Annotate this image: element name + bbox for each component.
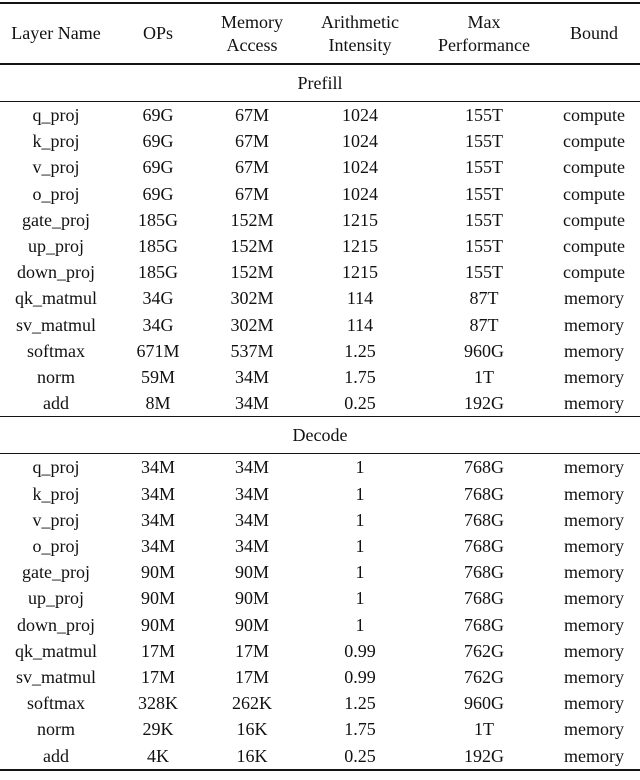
- table-cell: 0.25: [344, 393, 376, 414]
- table-cell: 114: [346, 314, 374, 335]
- table-cell: 0.99: [344, 667, 376, 688]
- table-cell: norm: [37, 367, 75, 388]
- table-cell: down_proj: [17, 262, 95, 283]
- table-cell: 87T: [469, 288, 499, 309]
- header-row: [0, 3, 640, 64]
- table-cell: memory: [564, 640, 624, 661]
- table-row: [0, 285, 640, 311]
- table-cell: 67M: [234, 131, 269, 152]
- table-cell: 1: [355, 457, 365, 478]
- table-cell: compute: [563, 262, 625, 283]
- table-row: [0, 207, 640, 233]
- table-cell: 152M: [230, 209, 274, 230]
- table-cell: 768G: [464, 588, 504, 609]
- table-cell: 34M: [234, 509, 269, 530]
- table-cell: v_proj: [32, 509, 80, 530]
- table-cell: 87T: [469, 314, 499, 335]
- col-header-max-performance: Max Performance: [420, 3, 548, 64]
- table-cell: 90M: [140, 614, 175, 635]
- table-cell: 34M: [234, 483, 269, 504]
- table-cell: 16K: [236, 745, 268, 766]
- table-row: [0, 533, 640, 559]
- table-cell: 1T: [474, 719, 494, 740]
- table-row: [0, 481, 640, 507]
- table-cell: 90M: [234, 614, 269, 635]
- table-cell: 69G: [142, 131, 174, 152]
- table-cell: 155T: [465, 183, 503, 204]
- table-cell: qk_matmul: [15, 640, 97, 661]
- table-row: [0, 507, 640, 533]
- table-cell: 1024: [342, 105, 378, 125]
- table-row: [0, 312, 640, 338]
- table-cell: 155T: [465, 209, 503, 230]
- table-cell: 1215: [342, 262, 378, 283]
- table-cell: 34G: [142, 314, 174, 335]
- table-cell: v_proj: [32, 157, 80, 178]
- table-cell: 1024: [342, 157, 378, 178]
- table-cell: 69G: [142, 105, 174, 125]
- table-cell: 768G: [464, 509, 504, 530]
- table-cell: q_proj: [32, 105, 80, 125]
- table-cell: add: [43, 745, 69, 766]
- table-cell: 8M: [145, 393, 171, 414]
- table-cell: 1.75: [344, 719, 376, 740]
- table-cell: compute: [563, 236, 625, 257]
- table-cell: 34M: [234, 457, 269, 478]
- section-row-decode: [0, 417, 640, 454]
- table-cell: 302M: [230, 288, 274, 309]
- table-cell: 90M: [140, 562, 175, 583]
- table-row: [0, 390, 640, 417]
- table-cell: 59M: [140, 367, 175, 388]
- section-row-prefill: [0, 64, 640, 102]
- table-cell: gate_proj: [22, 562, 90, 583]
- table-cell: 768G: [464, 614, 504, 635]
- table-cell: 185G: [138, 236, 178, 257]
- table-cell: 302M: [230, 314, 274, 335]
- table-cell: 1: [355, 588, 365, 609]
- table-row: [0, 454, 640, 481]
- table-cell: memory: [564, 393, 624, 414]
- table-cell: up_proj: [28, 236, 84, 257]
- table-cell: k_proj: [32, 483, 80, 504]
- table-cell: softmax: [27, 340, 85, 361]
- table-cell: 34M: [234, 393, 269, 414]
- table-cell: 262K: [232, 693, 272, 714]
- table-row: [0, 259, 640, 285]
- table-cell: 34M: [140, 483, 175, 504]
- table-cell: 67M: [234, 105, 269, 125]
- table-cell: memory: [564, 614, 624, 635]
- table-cell: softmax: [27, 693, 85, 714]
- table-cell: 671M: [136, 340, 180, 361]
- table-row: [0, 128, 640, 154]
- table-cell: 29K: [142, 719, 174, 740]
- table-cell: 152M: [230, 236, 274, 257]
- table-cell: memory: [564, 509, 624, 530]
- table-cell: norm: [37, 719, 75, 740]
- table-cell: 1215: [342, 236, 378, 257]
- table-cell: 152M: [230, 262, 274, 283]
- table-cell: memory: [564, 693, 624, 714]
- table-row: [0, 664, 640, 690]
- table-cell: memory: [564, 314, 624, 335]
- table-row: [0, 364, 640, 390]
- table-cell: 17M: [234, 640, 269, 661]
- table-cell: 90M: [140, 588, 175, 609]
- table-cell: 4K: [147, 745, 169, 766]
- table-cell: 34M: [140, 536, 175, 557]
- table-cell: o_proj: [32, 183, 80, 204]
- table-cell: 155T: [465, 262, 503, 283]
- table-cell: 192G: [464, 393, 504, 414]
- table-cell: 960G: [464, 693, 504, 714]
- table-row: [0, 559, 640, 585]
- table-cell: 69G: [142, 183, 174, 204]
- layer-performance-table: [0, 2, 640, 771]
- table-cell: 1: [355, 509, 365, 530]
- table-cell: memory: [564, 719, 624, 740]
- table-cell: memory: [564, 588, 624, 609]
- table-cell: compute: [563, 209, 625, 230]
- table-cell: 17M: [140, 640, 175, 661]
- table-cell: add: [43, 393, 69, 414]
- table-cell: 155T: [465, 157, 503, 178]
- table-row: [0, 154, 640, 180]
- table-row: [0, 338, 640, 364]
- table-cell: compute: [563, 183, 625, 204]
- table-cell: memory: [564, 536, 624, 557]
- table-cell: k_proj: [32, 131, 80, 152]
- table-row: [0, 612, 640, 638]
- table-cell: 537M: [230, 340, 274, 361]
- table-cell: 1.25: [344, 340, 376, 361]
- table-cell: 185G: [138, 262, 178, 283]
- table-cell: 34M: [234, 536, 269, 557]
- table-cell: compute: [563, 105, 625, 125]
- table-cell: memory: [564, 340, 624, 361]
- table-row: [0, 102, 640, 129]
- table-cell: 34G: [142, 288, 174, 309]
- table-cell: up_proj: [28, 588, 84, 609]
- table-cell: compute: [563, 131, 625, 152]
- table-cell: 328K: [138, 693, 178, 714]
- table-cell: 1.75: [344, 367, 376, 388]
- table-cell: 1: [355, 536, 365, 557]
- table-cell: 67M: [234, 183, 269, 204]
- table-row: [0, 233, 640, 259]
- table-row: [0, 181, 640, 207]
- table-cell: memory: [564, 483, 624, 504]
- table-cell: o_proj: [32, 536, 80, 557]
- table-row: [0, 638, 640, 664]
- table-cell: 114: [346, 288, 374, 309]
- table-cell: 768G: [464, 536, 504, 557]
- col-header-bound: Bound: [548, 3, 640, 64]
- table-cell: 155T: [465, 105, 503, 125]
- col-header-ops: OPs: [112, 3, 204, 64]
- table-cell: memory: [564, 667, 624, 688]
- table-cell: 768G: [464, 457, 504, 478]
- table-cell: 960G: [464, 340, 504, 361]
- col-header-memory-access: Memory Access: [204, 3, 300, 64]
- table-cell: sv_matmul: [16, 314, 96, 335]
- table-cell: 185G: [138, 209, 178, 230]
- table-cell: 1.25: [344, 693, 376, 714]
- table-cell: 34M: [234, 367, 269, 388]
- section-title: Decode: [0, 417, 640, 454]
- table-cell: 16K: [236, 719, 268, 740]
- table-cell: 17M: [234, 667, 269, 688]
- table-cell: compute: [563, 157, 625, 178]
- table-cell: 1T: [474, 367, 494, 388]
- col-header-layer-name: Layer Name: [0, 3, 112, 64]
- table-cell: 1024: [342, 131, 378, 152]
- table-cell: 90M: [234, 588, 269, 609]
- table-row: [0, 585, 640, 611]
- table-cell: sv_matmul: [16, 667, 96, 688]
- table-cell: q_proj: [32, 457, 80, 478]
- table-cell: 90M: [234, 562, 269, 583]
- table-cell: 34M: [140, 457, 175, 478]
- table-row: [0, 743, 640, 770]
- table-cell: 1: [355, 483, 365, 504]
- table-row: [0, 716, 640, 742]
- table-cell: 768G: [464, 483, 504, 504]
- table-cell: qk_matmul: [15, 288, 97, 309]
- table-cell: 1024: [342, 183, 378, 204]
- table-cell: 192G: [464, 745, 504, 766]
- table-cell: 155T: [465, 236, 503, 257]
- table-cell: 155T: [465, 131, 503, 152]
- table-cell: 17M: [140, 667, 175, 688]
- table-cell: down_proj: [17, 614, 95, 635]
- table-cell: memory: [564, 457, 624, 478]
- table-cell: memory: [564, 288, 624, 309]
- col-header-arithmetic-intensity: Arithmetic Intensity: [300, 3, 420, 64]
- table-cell: memory: [564, 367, 624, 388]
- table-cell: 69G: [142, 157, 174, 178]
- table-cell: 762G: [464, 667, 504, 688]
- table-cell: gate_proj: [22, 209, 90, 230]
- table-cell: 34M: [140, 509, 175, 530]
- table-body: [0, 64, 640, 770]
- table-cell: 0.99: [344, 640, 376, 661]
- table-cell: 0.25: [344, 745, 376, 766]
- table-cell: 1215: [342, 209, 378, 230]
- table-cell: 1: [355, 614, 365, 635]
- table-cell: 1: [355, 562, 365, 583]
- table-cell: 768G: [464, 562, 504, 583]
- table-cell: 762G: [464, 640, 504, 661]
- table-cell: 67M: [234, 157, 269, 178]
- table-cell: memory: [564, 562, 624, 583]
- table-row: [0, 690, 640, 716]
- section-title: Prefill: [0, 64, 640, 102]
- table-cell: memory: [564, 745, 624, 766]
